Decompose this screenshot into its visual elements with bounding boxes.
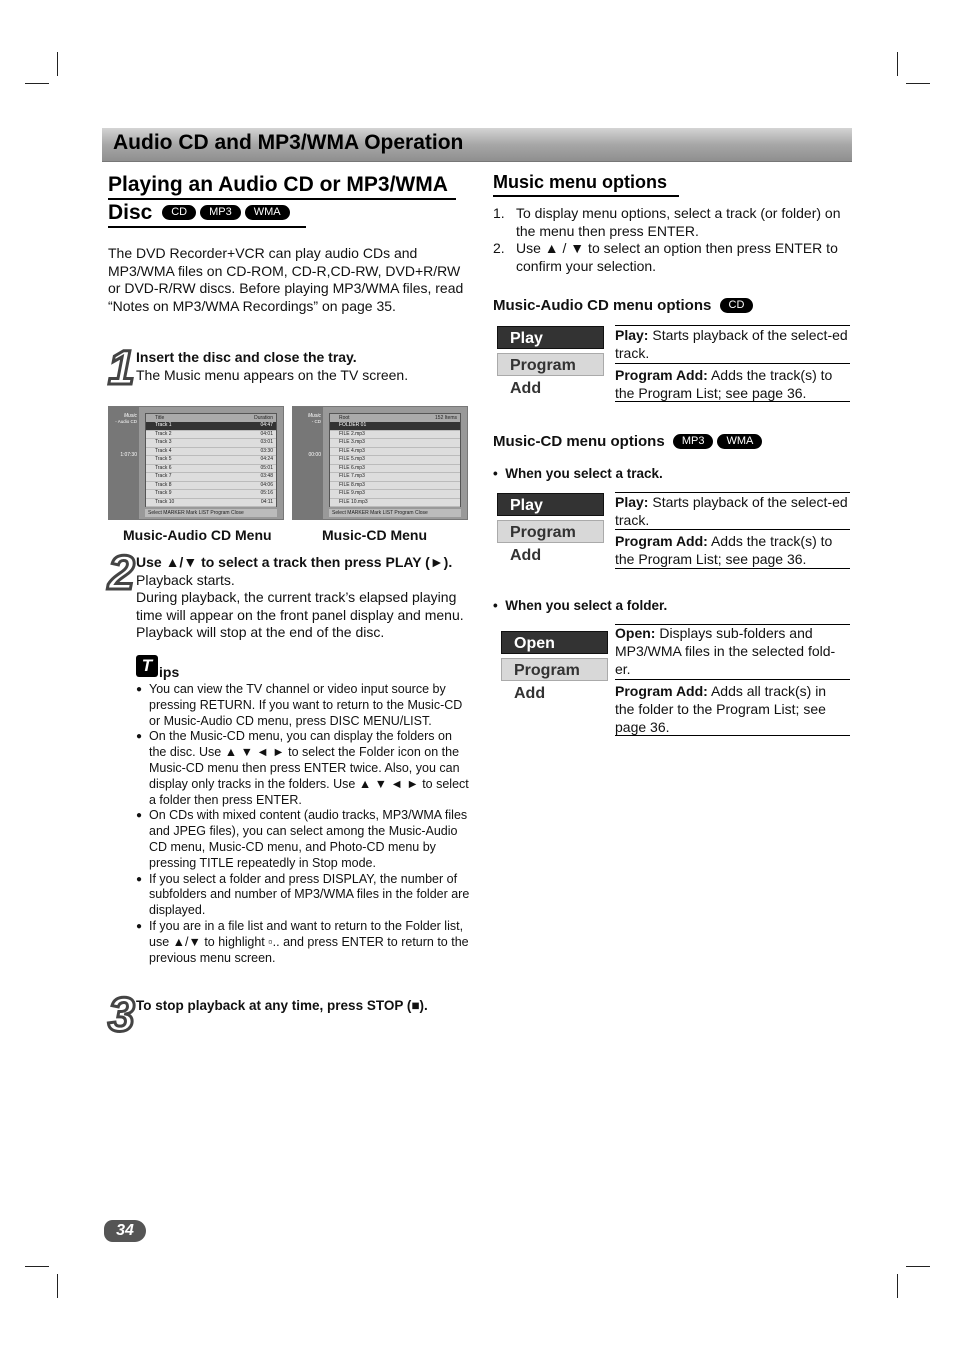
heading-underline [493,195,679,197]
audio-cd-options-title: Music-Audio CD menu options [493,297,712,314]
music-cd-options-title: Music-CD menu options [493,433,665,450]
menu-step-num: 2. [493,240,505,256]
step-2-desc: Playback starts. [136,571,235,588]
col-duration: Duration [254,415,273,421]
page-number: 34 [104,1220,146,1242]
music-cd-screen [292,406,468,520]
program-add-option-button[interactable]: Program Add [497,353,604,376]
folder-bullet: • When you select a folder. [493,598,668,613]
badge-cd: CD [720,298,754,313]
program-add-text: Adds all track(s) in the folder to the Program List; see page 36. [615,683,827,735]
step-1-desc: The Music menu appears on the TV screen. [136,366,409,383]
heading-disc-word: Disc [108,201,153,224]
program-add-description [615,682,849,736]
music-menu-options-heading: Music menu options [493,172,668,192]
track-duration: 04:06 [260,481,273,488]
badge-wma: WMA [717,434,762,449]
col-title: Root [339,415,350,421]
program-add-description [615,366,849,402]
track-duration: 03:01 [260,439,273,445]
track-duration: 05:01 [260,464,273,471]
track-row[interactable] [146,448,276,457]
step-2-text [136,554,476,642]
crop-mark [906,83,930,84]
list-header [330,414,460,422]
tip-item: ● If you select a folder and press DISPLAY, the number of subfolders and number of MP3/WMA files in the folder are displayed. [136,872,472,919]
play-text: Starts playback of the select-ed track. [615,327,848,361]
tip-item: ● On the Music-CD menu, you can display the folders on the disc. Use ▲ ▼ ◄ ► to select the Folder icon on the Music-CD menu then press ENTER twice. Also, you can display only tracks in the folders. Use ▲ ▼ ◄ ► to select a folder then press ENTER. [136,729,472,808]
crop-mark [57,52,58,76]
menu-step-text: To display menu options, select a track (or folder) on the menu then press ENTER. [516,205,841,239]
heading-underline [108,198,456,200]
screen-sidebar [109,407,139,519]
track-bullet-text: When you select a track. [505,466,663,481]
open-text: Displays sub-folders and MP3/WMA files in the selected fold-er. [615,625,836,677]
step-number-1: 1 [108,342,135,395]
file-row[interactable]: FILE 10.mp3 [330,499,460,508]
track-row[interactable] [146,499,276,508]
track-duration: 05:16 [260,490,273,496]
file-row[interactable]: FILE 2.mp3 [330,431,460,440]
screen-side-sub: - Audio CD [115,419,137,424]
track-row[interactable] [146,422,276,431]
screen-time: 1:07:30 [120,452,137,458]
track-name: Track 10 [155,498,175,505]
heading-underline [108,226,306,228]
open-description [615,624,849,678]
track-duration: 04:24 [260,456,273,462]
audio-cd-options-heading [493,297,753,314]
caption-audio-cd: Music-Audio CD Menu [123,527,272,543]
crop-mark [906,1266,930,1267]
file-row[interactable]: FILE 5.mp3 [330,456,460,465]
program-add-label: Program Add: [615,533,708,549]
play-option-button[interactable]: Play [497,493,604,516]
program-add-text: Adds the track(s) to the Program List; see page 36. [615,367,833,401]
step-1-text [136,349,476,384]
play-label: Play: [615,494,649,510]
track-name: Track 6 [155,464,172,471]
caption-music-cd: Music-CD Menu [322,527,427,543]
track-duration: 04:11 [260,498,273,505]
track-duration: 03:30 [260,447,273,454]
screen-side-title: Music [123,413,137,419]
track-row[interactable] [146,465,276,474]
track-name: Track 4 [155,447,172,454]
play-text: Starts playback of the select-ed track. [615,494,848,528]
menu-steps [493,205,855,275]
track-name: Track 1 [155,422,172,428]
program-add-label: Program Add: [615,683,708,699]
track-name: Track 2 [155,430,172,437]
screen-sidebar [293,407,323,519]
play-description [615,326,849,362]
track-row[interactable] [146,482,276,491]
track-duration: 04:47 [260,422,273,428]
screen-time: 00:00 [308,452,321,458]
file-list [329,413,461,507]
track-row[interactable] [146,439,276,448]
play-label: Play: [615,327,649,343]
crop-mark [57,1274,58,1298]
crop-mark [25,1266,49,1267]
music-audio-cd-screen [108,406,284,520]
track-bullet: • When you select a track. [493,466,663,481]
track-row[interactable] [146,473,276,482]
track-rows [146,422,276,507]
screen-side-title: Music [307,413,321,419]
intro-paragraph: The DVD Recorder+VCR can play audio CDs and MP3/WMA files on CD-ROM, CD-R,CD-RW, DVD+R/RW or DVD-R/RW discs. Before playing MP3/WMA files, read “Notes on MP3/WMA Recordings” on page 35. [108,245,464,314]
step-number-2: 2 [108,547,135,600]
tips-list [136,682,472,966]
crop-mark [897,52,898,76]
menu-step-2 [493,240,855,275]
section-title: Audio CD and MP3/WMA Operation [113,131,464,154]
track-name: Track 5 [155,456,172,462]
program-add-description [615,532,849,568]
track-list [145,413,277,507]
tip-item: ● If you are in a file list and want to return to the Folder list, use ▲/▼ to highlight ▫.. and press ENTER to return to the previous menu screen. [136,919,472,966]
step-number-3: 3 [108,989,135,1042]
file-row[interactable]: FILE 3.mp3 [330,439,460,448]
menu-step-text: Use ▲ / ▼ to select an option then press ENTER to confirm your selection. [516,240,838,274]
file-row[interactable]: FILE 4.mp3 [330,448,460,457]
file-row[interactable]: FOLDER 01 [330,422,460,431]
step-1-bold: Insert the disc and close the tray. [136,349,357,365]
menu-step-1 [493,205,855,240]
track-duration: 03:48 [260,473,273,479]
badge-mp3: MP3 [673,434,714,449]
badge-wma: WMA [245,205,290,220]
track-name: Track 8 [155,481,172,488]
play-description [615,493,849,529]
music-cd-options-heading [493,433,762,450]
track-duration: 04:01 [260,430,273,437]
table-rule [615,401,850,402]
table-rule [615,363,850,364]
folder-bullet-text: When you select a folder. [505,598,668,613]
table-rule [615,568,850,569]
crop-mark [897,1274,898,1298]
col-items: 152 Items [435,415,457,421]
tips-icon: T [136,655,158,677]
menu-step-num: 1. [493,205,505,221]
list-header [146,414,276,422]
program-add-text: Adds the track(s) to the Program List; see page 36. [615,533,833,567]
page-heading-line2 [108,201,290,225]
program-add-label: Program Add: [615,367,708,383]
file-row[interactable]: FILE 8.mp3 [330,482,460,491]
play-option-button[interactable]: Play [497,326,604,349]
table-rule [615,735,850,736]
file-row[interactable]: FILE 6.mp3 [330,465,460,474]
program-add-option-button[interactable]: Program Add [501,658,608,681]
badge-mp3: MP3 [200,205,241,220]
track-name: Track 3 [155,439,172,445]
badge-cd: CD [162,205,196,220]
page-heading-line1: Playing an Audio CD or MP3/WMA [108,173,448,196]
screen-footer: Select MARKER Mark LIST Program Close [145,509,277,517]
crop-mark [25,83,49,84]
screen-side-sub: - CD [311,419,321,424]
open-label: Open: [615,625,656,641]
track-name: Track 7 [155,473,172,479]
tips-title: ips [159,664,180,680]
track-row[interactable] [146,456,276,465]
tip-item: ● On CDs with mixed content (audio tracks, MP3/WMA files and JPEG files), you can select among the Music-Audio CD menu, Music-CD menu, and Photo-CD menu by pressing TITLE repeatedly in Stop mode. [136,808,472,871]
table-rule [615,529,850,530]
step-3-text: To stop playback at any time, press STOP (■). [136,998,428,1013]
step-2-bold: Use ▲/▼ to select a track then press PLAY (►). [136,554,453,570]
open-option-button[interactable]: Open [501,631,608,654]
file-rows [330,422,460,507]
tip-item: ● You can view the TV channel or video input source by pressing RETURN. If you want to return to the Music-CD or Music-Audio CD menu, press DISC MENU/LIST. [136,682,472,729]
file-row[interactable]: FILE 7.mp3 [330,473,460,482]
program-add-option-button[interactable]: Program Add [497,520,604,543]
screen-footer: Select MARKER Mark LIST Program Close [329,509,461,517]
col-title: Title [155,415,165,421]
step-2-desc2: During playback, the current track’s elapsed playing time will appear on the front panel display and menu. Playback will stop at the end of the disc. [136,589,464,640]
file-row[interactable]: FILE 9.mp3 [330,490,460,499]
track-row[interactable] [146,431,276,440]
track-row[interactable] [146,490,276,499]
track-name: Track 9 [155,490,172,496]
table-rule [615,679,850,680]
